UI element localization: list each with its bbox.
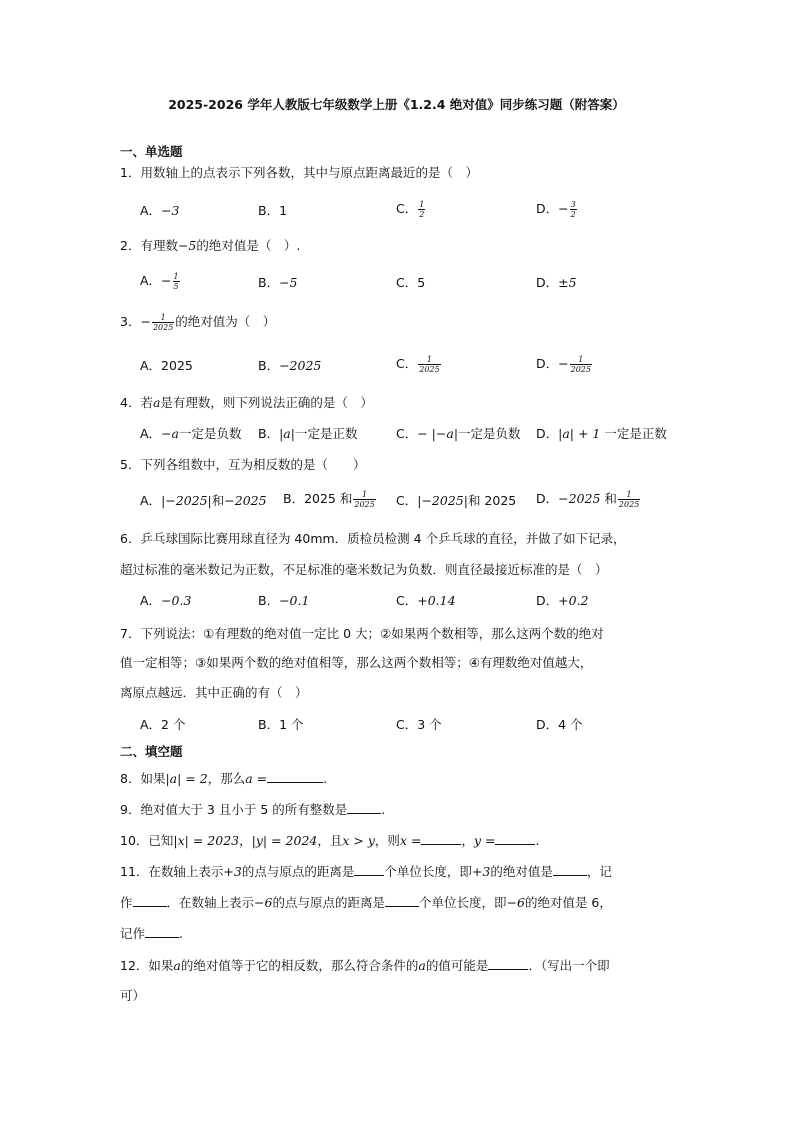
q2-option-b: B．−5 — [258, 275, 298, 290]
q11-blank-2[interactable] — [553, 862, 587, 876]
q12-answer-blank[interactable] — [488, 956, 528, 970]
q1-option-b: B．1 — [258, 203, 288, 218]
q3-option-a: A．2025 — [140, 358, 193, 373]
question-12-line-1: 12．如果a的绝对值等于它的相反数，那么符合条件的a的值可能是 ．（写出一个即 — [120, 958, 610, 973]
q6-option-b: B．−0.1 — [258, 593, 310, 608]
q3-option-b: B．−2025 — [258, 358, 322, 373]
question-12-line-2: 可） — [120, 988, 146, 1003]
q3-option-c: C． $\frac{1}{2025}$ — [396, 355, 440, 374]
q4-option-a: A．−a一定是负数 — [140, 426, 242, 441]
question-1-stem: 1．用数轴上的点表示下列各数，其中与原点距离最近的是（ ） — [120, 165, 478, 180]
q11-blank-4[interactable] — [385, 893, 419, 907]
q1-option-c: C． $\frac{1}{2}$ — [396, 200, 425, 219]
question-7-line-3: 离原点越远．其中正确的有（ ） — [120, 685, 308, 700]
q11-blank-5[interactable] — [145, 924, 179, 938]
q5-option-b: B．2025 和 $\frac{1}{2025}$ — [283, 490, 375, 509]
q5-option-c: C．|−2025|和 2025 — [396, 493, 517, 508]
section-heading-single-choice: 一、单选题 — [120, 144, 183, 159]
question-7-line-2: 值一定相等；③如果两个数的绝对值相等，那么这两个数相等；④有理数绝对值越大， — [120, 655, 593, 670]
q11-blank-1[interactable] — [354, 862, 384, 876]
question-4-stem: 4．若a是有理数，则下列说法正确的是（ ） — [120, 395, 373, 410]
question-11-line-2: 作 ．在数轴上表示−6的点与原点的距离是 个单位长度，即−6的绝对值是 6， — [120, 895, 612, 910]
q7-option-d: D．4 个 — [536, 717, 583, 732]
question-10: 10．已知|x| = 2023，|y| = 2024，且x > y，则x = ，y = . — [120, 833, 540, 848]
q6-option-c: C．+0.14 — [396, 593, 456, 608]
question-7-line-1: 7．下列说法：①有理数的绝对值一定比 0 大；②如果两个数相等，那么这两个数的绝对 — [120, 626, 604, 641]
q10-x-blank[interactable] — [421, 831, 461, 845]
q2-option-c: C．5 — [396, 275, 426, 290]
question-2-stem: 2．有理数−5的绝对值是（ ）. — [120, 238, 301, 253]
page-title: 2025-2026 学年人教版七年级数学上册《1.2.4 绝对值》同步练习题（附答案） — [168, 97, 625, 112]
q7-option-a: A．2 个 — [140, 717, 186, 732]
question-6-line-1: 6．乒乓球国际比赛用球直径为 40mm．质检员检测 4 个乒乓球的直径，并做了如下记录， — [120, 531, 626, 546]
q3-option-d: D．− $\frac{1}{2025}$ — [536, 355, 591, 374]
q5-option-d: D．−2025 和 $\frac{1}{2025}$ — [536, 490, 640, 509]
q2-option-a: A．− $\frac{1}{5}$ — [140, 272, 179, 291]
question-6-line-2: 超过标准的毫米数记为正数，不足标准的毫米数记为负数．则直径最接近标准的是（ ） — [120, 562, 608, 577]
q6-option-a: A．−0.3 — [140, 593, 192, 608]
question-9: 9．绝对值大于 3 且小于 5 的所有整数是 . — [120, 802, 386, 817]
q8-answer-blank[interactable] — [267, 769, 323, 783]
q7-option-b: B．1 个 — [258, 717, 304, 732]
question-3-stem: 3．− $\frac{1}{2025}$ 的绝对值为（ ） — [120, 313, 276, 332]
q4-option-b: B．|a|一定是正数 — [258, 426, 358, 441]
q1-option-a: A．−3 — [140, 203, 180, 218]
q9-answer-blank[interactable] — [347, 800, 381, 814]
q5-option-a: A．|−2025|和−2025 — [140, 493, 267, 508]
q4-option-c: C．− |−a|一定是负数 — [396, 426, 521, 441]
question-5-stem: 5．下列各组数中，互为相反数的是（ ） — [120, 457, 366, 472]
q2-option-d: D．±5 — [536, 275, 577, 290]
q7-option-c: C．3 个 — [396, 717, 442, 732]
q11-blank-3[interactable] — [133, 893, 167, 907]
q4-option-d: D．|a| + 1 一定是正数 — [536, 426, 667, 441]
section-heading-fill-blank: 二、填空题 — [120, 744, 183, 759]
question-8: 8．如果|a| = 2，那么a = . — [120, 771, 328, 786]
q10-y-blank[interactable] — [495, 831, 535, 845]
q6-option-d: D．+0.2 — [536, 593, 589, 608]
q1-option-d: D．− $\frac{3}{2}$ — [536, 200, 576, 219]
question-11-line-1: 11．在数轴上表示+3的点与原点的距离是 个单位长度，即+3的绝对值是 ，记 — [120, 864, 612, 879]
question-11-line-3: 记作 . — [120, 926, 183, 941]
